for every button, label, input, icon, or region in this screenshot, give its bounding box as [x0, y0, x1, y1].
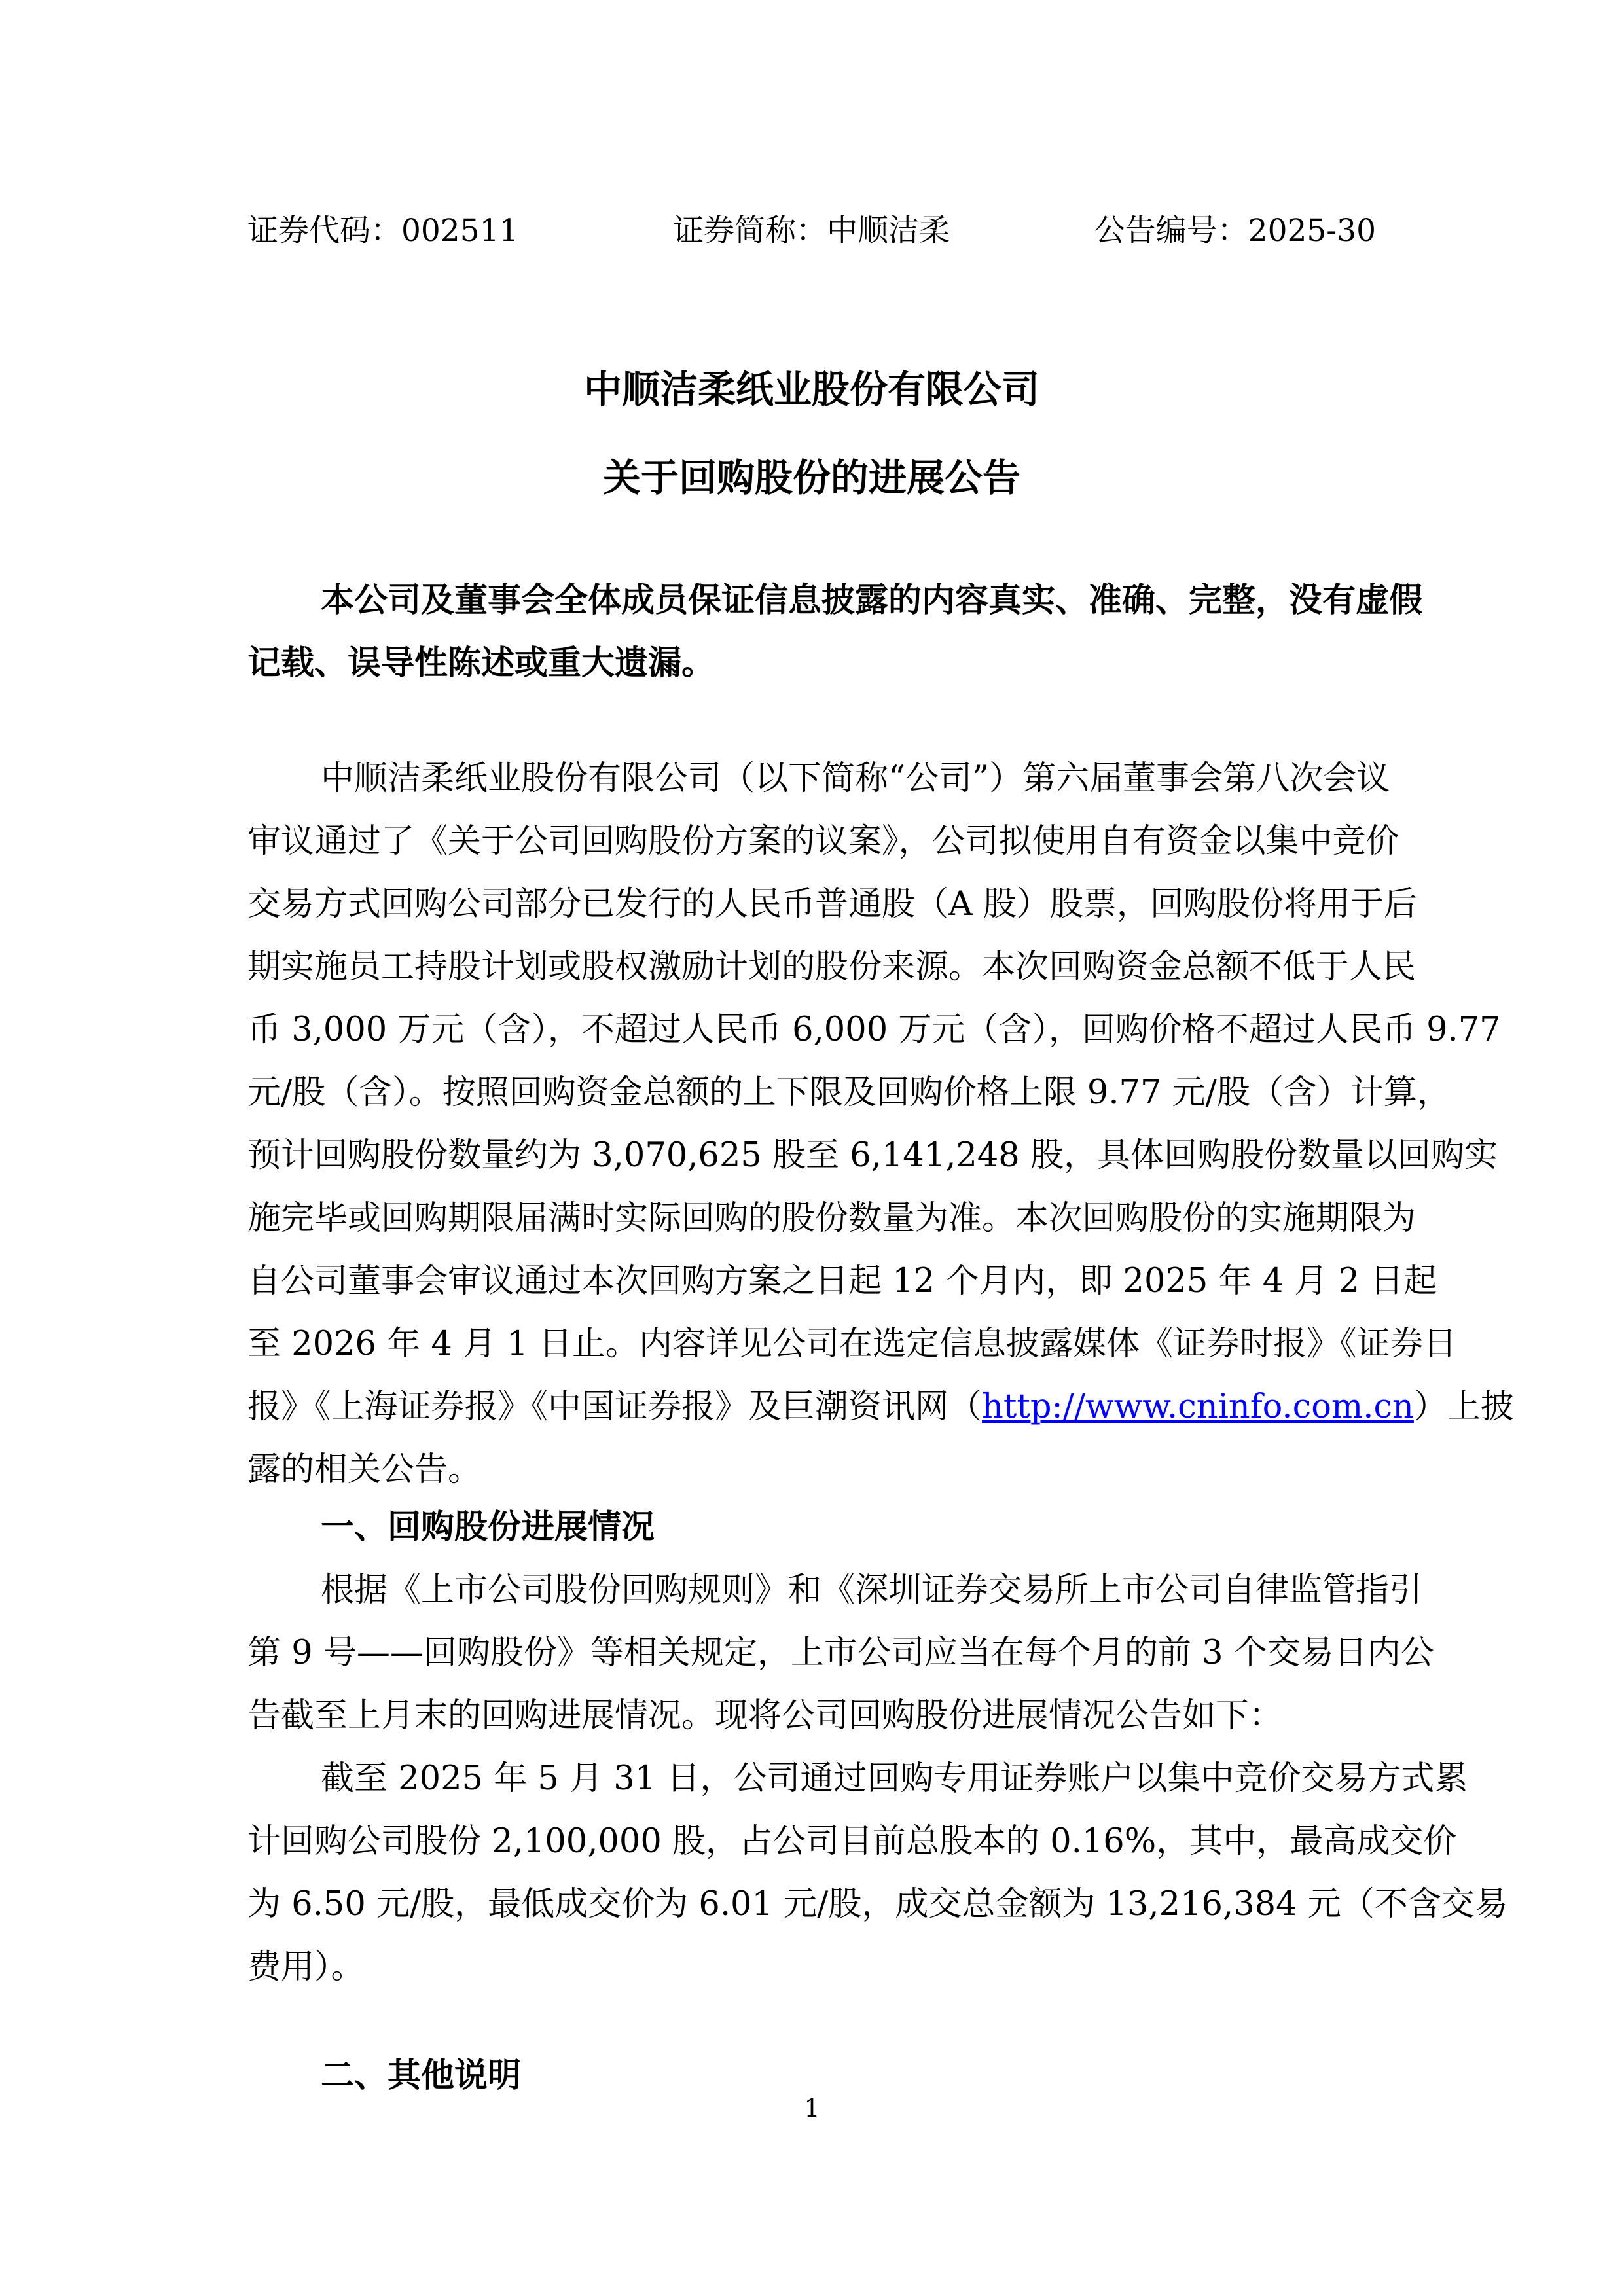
link-line-after: ）上披 [1413, 1388, 1514, 1426]
paragraph-line: 费用）。 [247, 1948, 365, 1986]
section-heading: 一、回购股份进展情况 [321, 1508, 655, 1547]
paragraph-line: 截至 2025 年 5 月 31 日，公司通过回购专用证券账户以集中竞价交易方式累 [321, 1759, 1468, 1798]
link-line-before: 报》《上海证券报》《中国证券报》及巨潮资讯网（ [247, 1388, 983, 1426]
paragraph-line: 自公司董事会审议通过本次回购方案之日起 12 个月内，即 2025 年 4 月 2 日起 [247, 1262, 1437, 1300]
paragraph-line: 为 6.50 元/股，最低成交价为 6.01 元/股，成交总金额为 13,216,384 元（不含交易 [247, 1885, 1508, 1924]
board-statement [247, 569, 1423, 695]
paragraph-line: 期实施员工持股计划或股权激励计划的股份来源。本次回购资金总额不低于人民 [247, 948, 1416, 986]
announcement-number: 公告编号：2025-30 [1094, 213, 1376, 249]
paragraph-line: 第 9 号——回购股份》等相关规定，上市公司应当在每个月的前 3 个交易日内公 [247, 1634, 1434, 1672]
paragraph-line: 至 2026 年 4 月 1 日止。内容详见公司在选定信息披露媒体《证券时报》《证券日 [247, 1325, 1457, 1363]
paragraph-line: 审议通过了《关于公司回购股份方案的议案》，公司拟使用自有资金以集中竞价 [247, 822, 1399, 861]
statement-line: 本公司及董事会全体成员保证信息披露的内容真实、准确、完整，没有虚假 [321, 581, 1423, 620]
cninfo-link[interactable]: http://www.cninfo.com.cn [982, 1388, 1414, 1426]
intro-paragraph [247, 747, 1514, 1501]
statement-line: 记载、误导性陈述或重大遗漏。 [247, 644, 715, 683]
document-header [247, 208, 1376, 254]
paragraph-line: 告截至上月末的回购进展情况。现将公司回购股份进展情况公告如下： [247, 1696, 1283, 1735]
paragraph-line: 中顺洁柔纸业股份有限公司（以下简称“公司”）第六届董事会第八次会议 [321, 759, 1390, 798]
paragraph-line: 露的相关公告。 [247, 1450, 482, 1489]
paragraph-line: 计回购公司股份 2,100,000 股，占公司目前总股本的 0.16%，其中，最高成交价 [247, 1822, 1457, 1861]
section-1 [247, 1496, 1508, 1999]
paragraph-line: 元/股（含）。按照回购资金总额的上下限及回购价格上限 9.77 元/股（含）计算， [247, 1073, 1451, 1112]
title-subject: 关于回购股份的进展公告 [602, 456, 1020, 500]
paragraph-line: 预计回购股份数量约为 3,070,625 股至 6,141,248 股，具体回购股份数量以回购实 [247, 1136, 1498, 1175]
title-company: 中顺洁柔纸业股份有限公司 [583, 367, 1039, 412]
stock-code: 证券代码：002511 [247, 213, 519, 249]
paragraph-line: 币 3,000 万元（含），不超过人民币 6,000 万元（含），回购价格不超过人民币 9.77 [247, 1011, 1501, 1049]
paragraph-line: 施完毕或回购期限届满时实际回购的股份数量为准。本次回购股份的实施期限为 [247, 1199, 1416, 1238]
section-heading: 二、其他说明 [321, 2056, 522, 2095]
stock-abbreviation: 证券简称：中顺洁柔 [673, 213, 950, 249]
paragraph-line-with-link [247, 1376, 1514, 1439]
paragraph-line: 交易方式回购公司部分已发行的人民币普通股（A 股）股票，回购股份将用于后 [247, 885, 1418, 924]
page-number: 1 [804, 2094, 820, 2123]
paragraph-line: 根据《上市公司股份回购规则》和《深圳证券交易所上市公司自律监管指引 [321, 1571, 1423, 1609]
